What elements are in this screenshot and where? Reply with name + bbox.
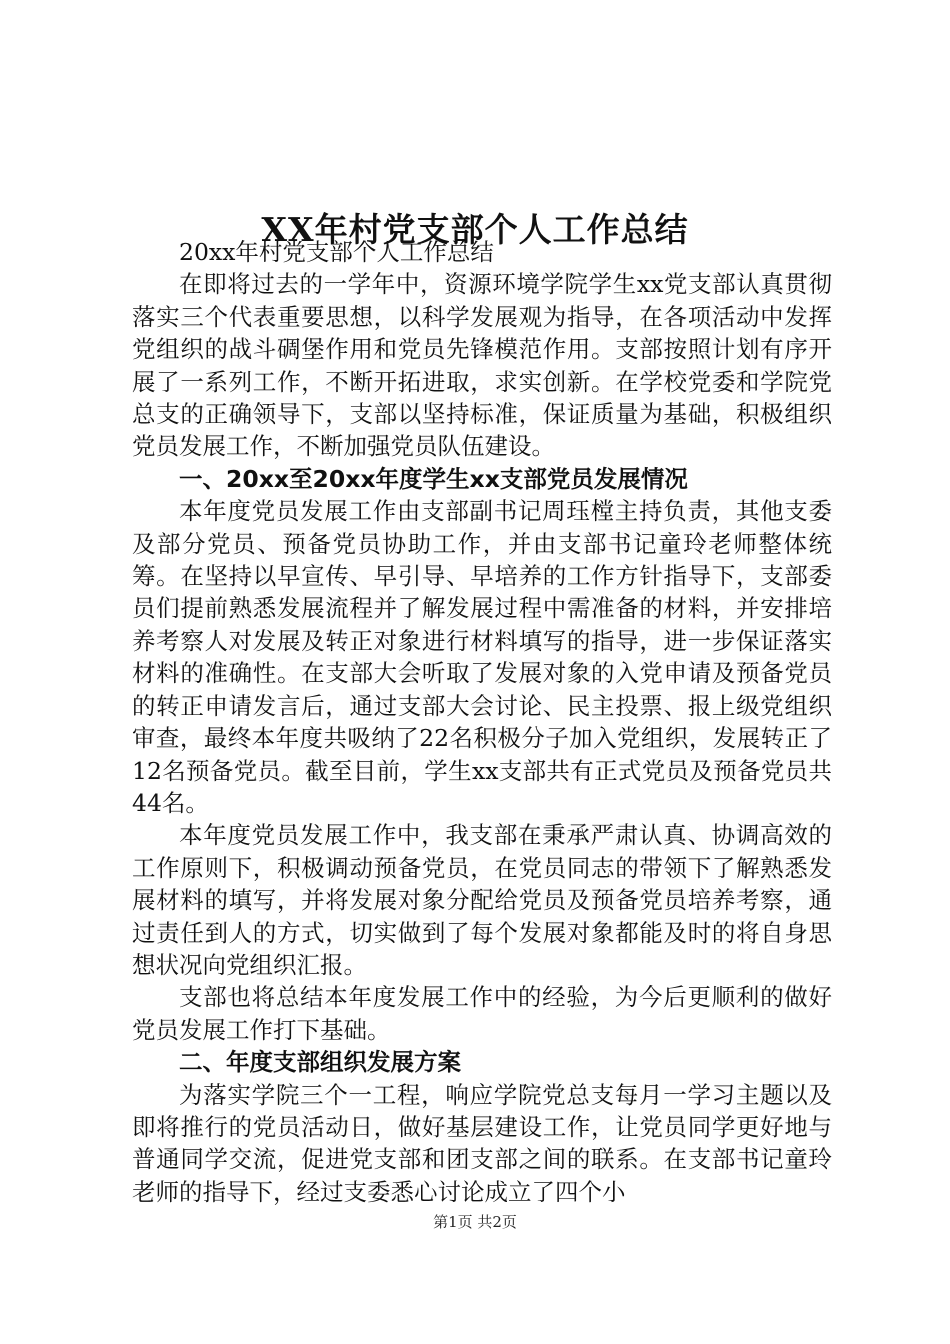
- page-footer: 第1页 共2页: [433, 1213, 517, 1231]
- paragraph-summary: 支部也将总结本年度发展工作中的经验，为今后更顺利的做好党员发展工作打下基础。: [132, 983, 832, 1044]
- document-body: [132, 236, 832, 1208]
- paragraph-development: 本年度党员发展工作由支部副书记周珏樘主持负责，其他支委及部分党员、预备党员协助工作，并由支部书记童玲老师整体统筹。在坚持以早宣传、早引导、早培养的工作方针指导下，支部委员们提前熟悉发展流程并了解发展过程中需准备的材料，并安排培养考察人对发展及转正对象进行材料填写的指导，进一步保证落实材料的准确性。在支部大会听取了发展对象的入党申请及预备党员的转正申请发言后，通过支部大会讨论、民主投票、报上级党组织审查，最终本年度共吸纳了22名积极分子加入党组织，发展转正了12名预备党员。截至目前，学生xx支部共有正式党员及预备党员共44名。: [132, 497, 832, 817]
- paragraph-intro: 在即将过去的一学年中，资源环境学院学生xx党支部认真贯彻落实三个代表重要思想，以科学发展观为指导，在各项活动中发挥党组织的战斗碉堡作用和党员先锋模范作用。支部按照计划有序开展了一系列工作，不断开拓进取，求实创新。在学校党委和学院党总支的正确领导下，支部以坚持标准，保证质量为基础，积极组织党员发展工作，不断加强党员队伍建设。: [132, 270, 832, 461]
- paragraph-plan: 为落实学院三个一工程，响应学院党总支每月一学习主题以及即将推行的党员活动日，做好基层建设工作，让党员同学更好地与普通同学交流，促进党支部和团支部之间的联系。在支部书记童玲老师的指导下，经过支委悉心讨论成立了四个小: [132, 1080, 832, 1206]
- document-title: XX年村党支部个人工作总结: [261, 210, 689, 250]
- paragraph-subtitle: 20xx年村党支部个人工作总结: [179, 238, 494, 266]
- paragraph-work-principle: 本年度党员发展工作中，我支部在秉承严肃认真、协调高效的工作原则下，积极调动预备党员，在党员同志的带领下了解熟悉发展材料的填写，并将发展对象分配给党员及预备党员培养考察，通过责任到人的方式，切实做到了每个发展对象都能及时的将自身思想状况向党组织汇报。: [132, 821, 832, 979]
- section-heading-1: 一、20xx至20xx年度学生xx支部党员发展情况: [179, 464, 688, 493]
- section-heading-2: 二、年度支部组织发展方案: [179, 1048, 461, 1077]
